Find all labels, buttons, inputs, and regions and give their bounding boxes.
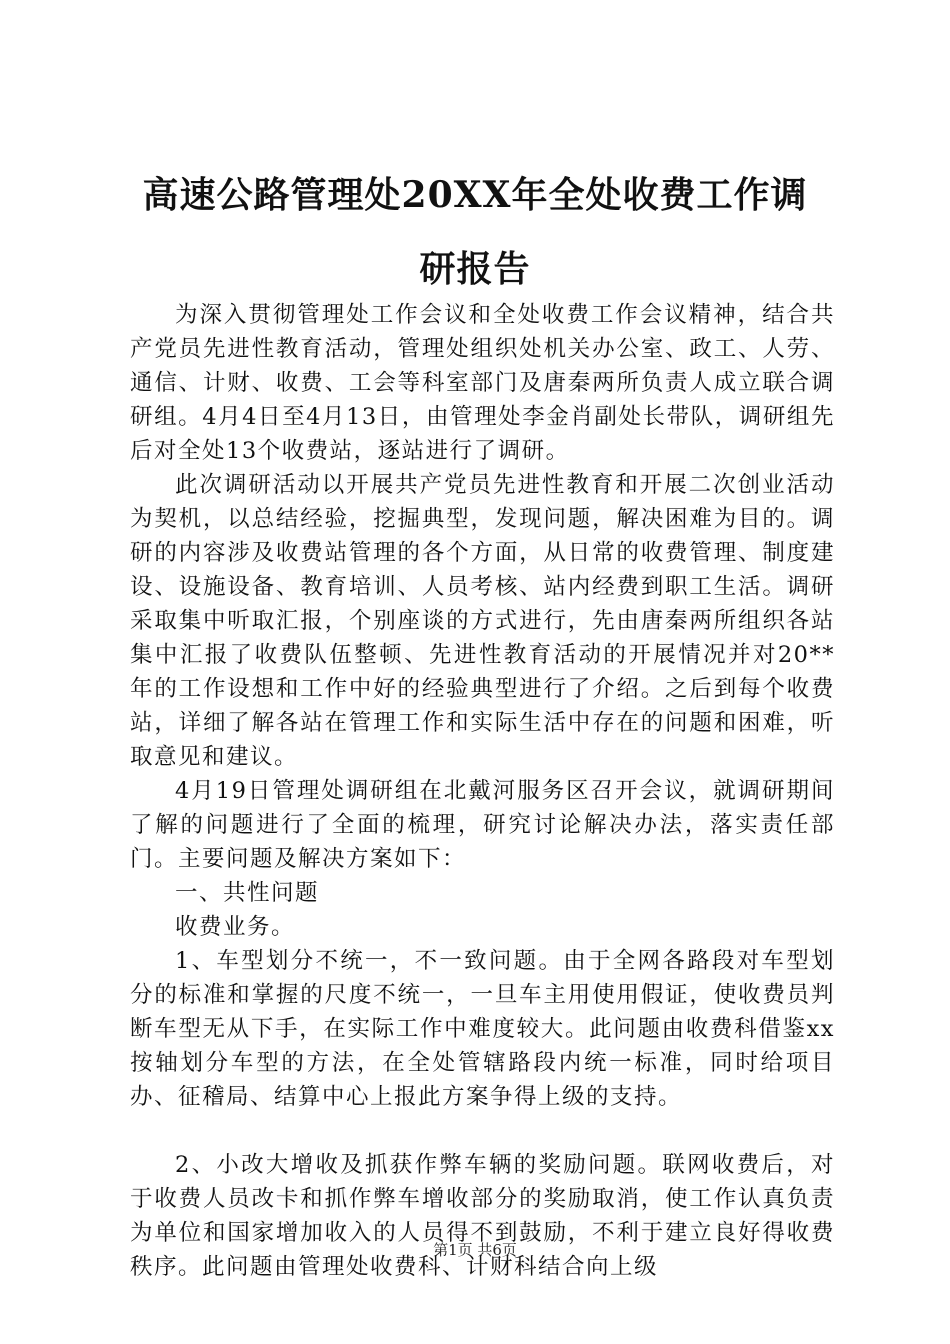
page-number-footer: 第1页 共6页: [433, 1241, 517, 1259]
document-body: [130, 298, 835, 1284]
document-title: 高速公路管理处20XX年全处收费工作调研报告: [142, 174, 808, 290]
paragraph: 此次调研活动以开展共产党员先进性教育和开展二次创业活动为契机，以总结经验，挖掘典型，发现问题，解决困难为目的。调研的内容涉及收费站管理的各个方面，从日常的收费管理、制度建设、设施设备、教育培训、人员考核、站内经费到职工生活。调研采取集中听取汇报，个别座谈的方式进行，先由唐秦两所组织各站集中汇报了收费队伍整顿、先进性教育活动的开展情况并对20**年的工作设想和工作中好的经验典型进行了介绍。之后到每个收费站，详细了解各站在管理工作和实际生活中存在的问题和困难，听取意见和建议。: [130, 472, 835, 770]
paragraph: 1、车型划分不统一，不一致问题。由于全网各路段对车型划分的标准和掌握的尺度不统一，一旦车主用使用假证，使收费员判断车型无从下手，在实际工作中难度较大。此问题由收费科借鉴xx按轴划分车型的方法，在全处管辖路段内统一标准，同时给项目办、征稽局、结算中心上报此方案争得上级的支持。: [130, 948, 835, 1110]
paragraph: 4月19日管理处调研组在北戴河服务区召开会议，就调研期间了解的问题进行了全面的梳理，研究讨论解决办法，落实责任部门。主要问题及解决方案如下：: [130, 778, 835, 872]
paragraph: 为深入贯彻管理处工作会议和全处收费工作会议精神，结合共产党员先进性教育活动，管理处组织处机关办公室、政工、人劳、通信、计财、收费、工会等科室部门及唐秦两所负责人成立联合调研组。4月4日至4月13日，由管理处李金肖副处长带队，调研组先后对全处13个收费站，逐站进行了调研。: [130, 302, 835, 464]
section-heading: 一、共性问题: [175, 880, 320, 906]
subsection-heading: 收费业务。: [175, 914, 296, 940]
paragraph: 2、小改大增收及抓获作弊车辆的奖励问题。联网收费后，对于收费人员改卡和抓作弊车增收部分的奖励取消，使工作认真负责为单位和国家增加收入的人员得不到鼓励，不利于建立良好得收费秩序。此问题由管理处收费科、计财科结合向上级: [130, 1152, 835, 1280]
